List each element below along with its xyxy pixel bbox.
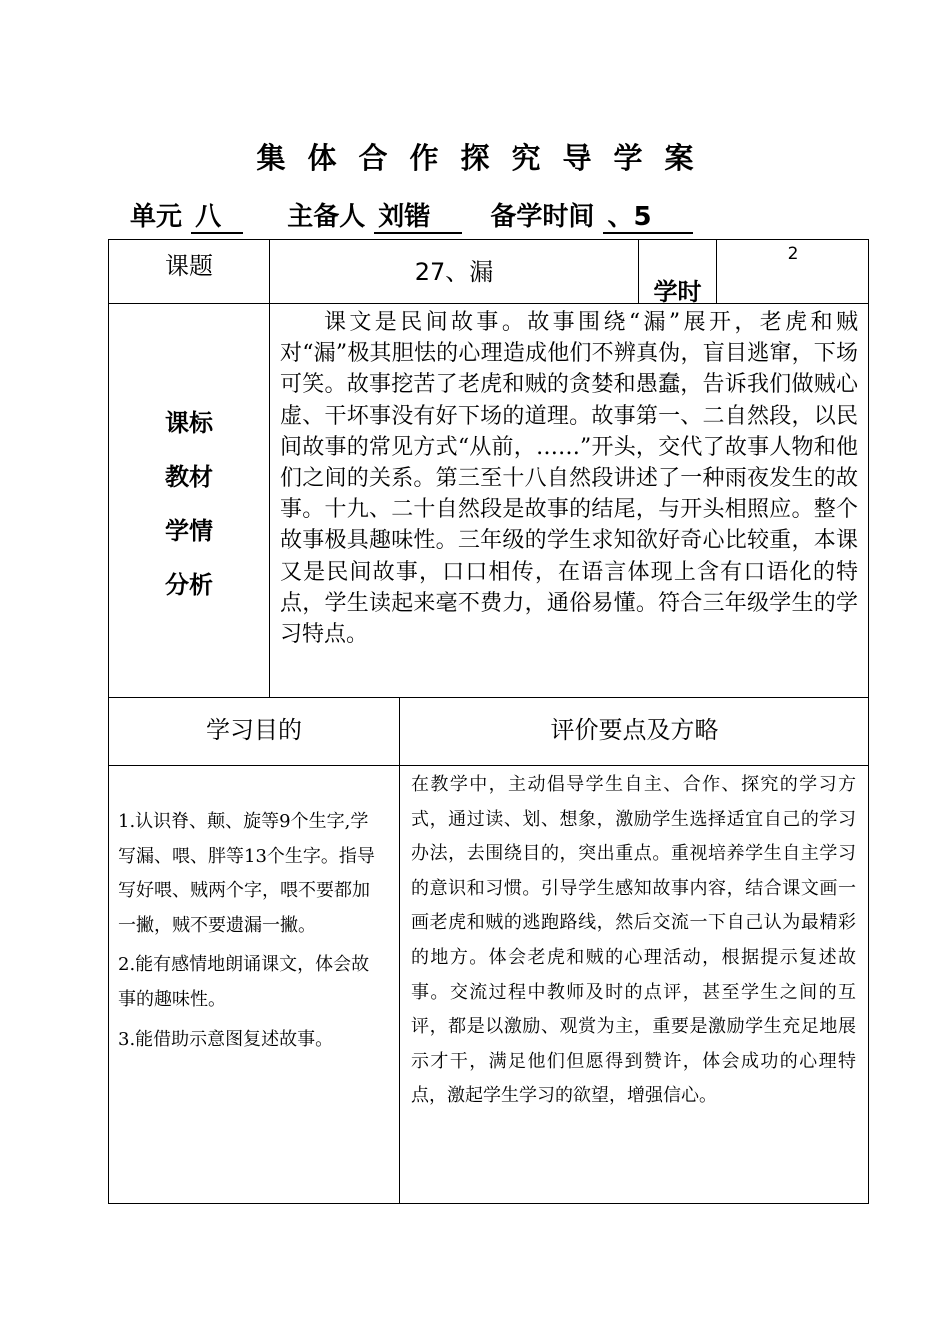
goal-item: 3.能借助示意图复述故事。: [118, 1028, 334, 1050]
col-divider: [399, 697, 400, 1204]
unit-value: 八: [191, 202, 243, 234]
row-divider: [108, 697, 869, 698]
topic-value: 27、漏: [414, 258, 494, 286]
analysis-label-line: 学情: [165, 517, 213, 545]
eval-text: 在教学中，主动倡导学生自主、合作、探究的学习方式，通过读、划、想象，激励学生选择适宜自己的学习办法，去围绕目的，突出重点。重视培养学生自主学习的意识和习惯。引导学生感知故事内容，结合课文画一画老虎和贼的逃跑路线，然后交流一下自己认为最精彩的地方。体会老虎和贼的心理活动，根据提示复述故事。交流过程中教师及时的点评，甚至学生之间的互评，都是以激励、观赏为主，重要是激励学生充足地展示才干，满足他们但愿得到赞许，体会成功的心理特点，激起学生学习的欲望，增强信心。: [411, 774, 856, 1107]
lead-value: 刘锴: [374, 202, 462, 234]
goal-item: 2.能有感情地朗诵课文，体会故事的趣味性。: [118, 954, 370, 1010]
page-title: 集体合作探究导学案: [256, 141, 716, 175]
analysis-text: 课文是民间故事。故事围绕“漏”展开，老虎和贼对“漏”极其胆怯的心理造成他们不辨真伪，盲目逃窜，下场可笑。故事挖苦了老虎和贼的贪婪和愚蠢，告诉我们做贼心虚、干坏事没有好下场的道理。故事第一、二自然段，以民间故事的常见方式“从前，……”开头，交代了故事人物和他们之间的关系。第三至十八自然段讲述了一种雨夜发生的故事。十九、二十自然段是故事的结尾，与开头相照应。整个故事极具趣味性。三年级的学生求知欲好奇心比较重，本课又是民间故事，口口相传，在语言体现上含有口语化的特点，学生读起来毫不费力，通俗易懂。符合三年级学生的学习特点。: [280, 310, 858, 648]
analysis-label: [109, 396, 269, 612]
hours-value: 2: [787, 244, 799, 264]
goals-list: [118, 805, 386, 1057]
analysis-label-line: 课标: [165, 409, 213, 437]
hours-label: 学时: [653, 278, 702, 306]
analysis-label-line: 教材: [165, 463, 213, 491]
col-divider: [269, 239, 270, 698]
goal-item: 1.认识脊、颠、旋等9个生字,学写漏、喂、胖等13个生字。指导写好喂、贼两个字，喂不要都加一撇，贼不要遗漏一撇。: [118, 811, 375, 936]
topic-label: 课题: [165, 252, 213, 280]
goals-header: 学习目的: [206, 716, 302, 744]
row-divider: [108, 765, 869, 766]
meta-line: [130, 196, 693, 234]
unit-label: 单元: [130, 202, 183, 232]
time-label: 备学时间: [490, 202, 595, 232]
analysis-label-line: 分析: [165, 571, 213, 599]
row-divider: [108, 303, 869, 304]
eval-header: 评价要点及方略: [550, 716, 719, 744]
lead-label: 主备人: [287, 202, 366, 232]
time-value: 、5: [603, 202, 693, 234]
